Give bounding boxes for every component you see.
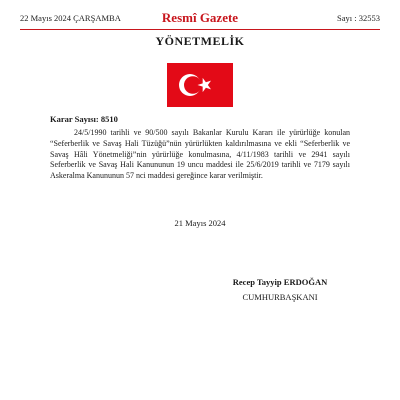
header-date: 22 Mayıs 2024 ÇARŞAMBA	[20, 13, 121, 23]
decision-number: Karar Sayısı: 8510	[50, 114, 118, 124]
signature-date: 21 Mayıs 2024	[174, 218, 226, 228]
gazette-title: Resmî Gazete	[161, 10, 239, 25]
header-divider	[20, 29, 380, 30]
signer-title: CUMHURBAŞKANI	[242, 292, 318, 302]
decision-body-text: 24/5/1990 tarihli ve 90/500 sayılı Bakanlar Kurulu Kararı ile yürürlüğe konulan “Seferberlik ve Savaş Hali Tüzüğü”nün yürürlükten kaldırılmasına ve ekli “Seferberlik ve Savaş Hâli Yönetmeliği”nin yürürlüğe konulmasına, 4/11/1983 tarihli ve 2941 sayılı Seferberlik ve Savaş Hali Kanununun 19 uncu maddesi ile 25/6/2019 tarihli ve 7179 sayılı Askeralma Kanununun 57 nci maddesi gereğince karar verilmiştir.	[50, 128, 350, 181]
signer-name: Recep Tayyip ERDOĞAN	[232, 277, 328, 287]
document-type-heading: YÖNETMELİK	[155, 34, 245, 48]
turkish-flag-icon	[167, 63, 233, 107]
issue-number: Sayı : 32553	[337, 13, 380, 23]
gazette-header	[20, 10, 380, 30]
